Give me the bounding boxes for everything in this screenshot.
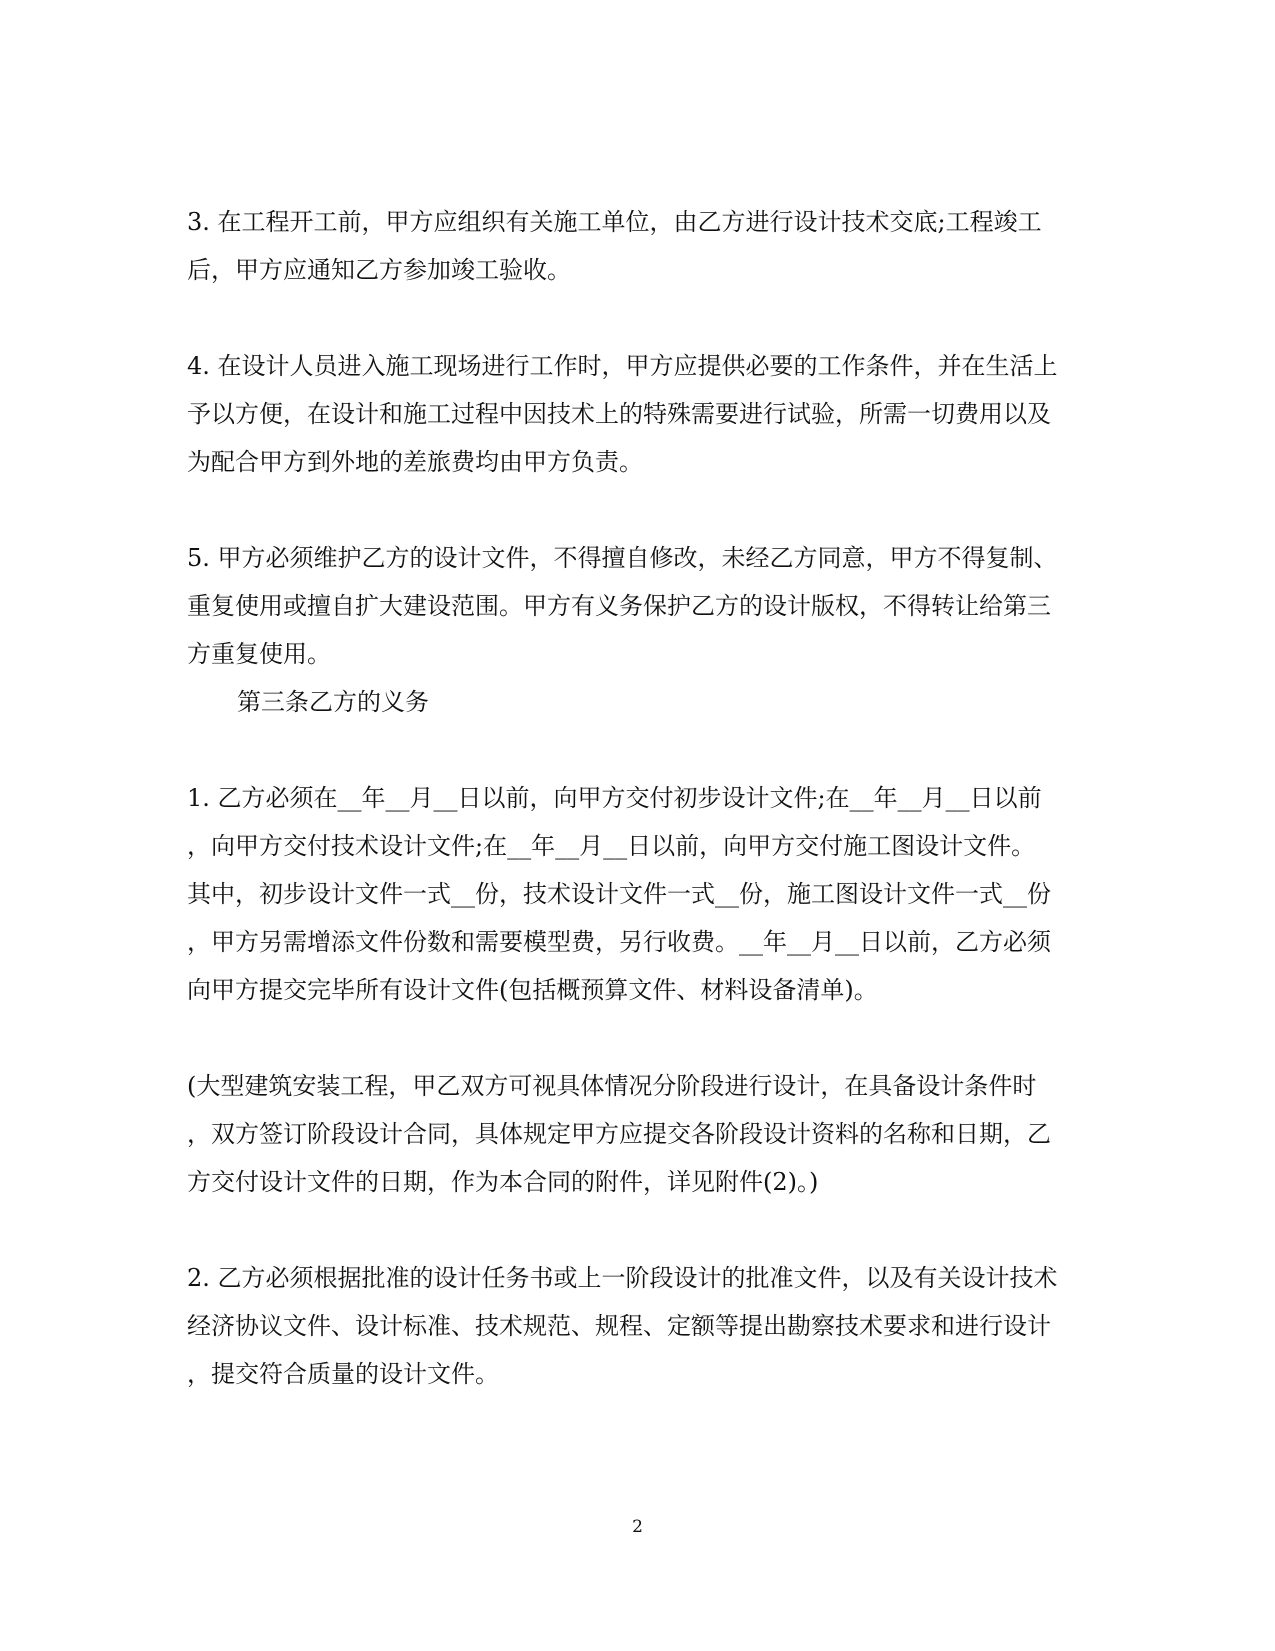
note-line-3: 方交付设计文件的日期，作为本合同的附件，详见附件(2)。) bbox=[187, 1168, 819, 1196]
clause-5-line-2: 重复使用或擅自扩大建设范围。甲方有义务保护乙方的设计版权，不得转让给第三 bbox=[187, 592, 1051, 620]
obligation-2-line-1: 2. 乙方必须根据批准的设计任务书或上一阶段设计的批准文件，以及有关设计技术 bbox=[187, 1264, 1058, 1292]
obligation-1-line-5: 向甲方提交完毕所有设计文件(包括概预算文件、材料设备清单)。 bbox=[187, 976, 878, 1004]
clause-5-line-1: 5. 甲方必须维护乙方的设计文件，不得擅自修改，未经乙方同意，甲方不得复制、 bbox=[187, 544, 1058, 572]
clause-5-line-3: 方重复使用。 bbox=[187, 640, 331, 668]
obligation-2-line-2: 经济协议文件、设计标准、技术规范、规程、定额等提出勘察技术要求和进行设计 bbox=[187, 1312, 1051, 1340]
page-number: 2 bbox=[632, 1517, 643, 1537]
obligation-1-line-1: 1. 乙方必须在__年__月__日以前，向甲方交付初步设计文件;在__年__月__日以前 bbox=[187, 784, 1042, 812]
clause-4-line-2: 予以方便，在设计和施工过程中因技术上的特殊需要进行试验，所需一切费用以及 bbox=[187, 400, 1051, 428]
obligation-1-line-3: 其中，初步设计文件一式__份，技术设计文件一式__份，施工图设计文件一式__份 bbox=[187, 880, 1051, 908]
clause-3-line-2: 后，甲方应通知乙方参加竣工验收。 bbox=[187, 256, 571, 284]
section-heading: 第三条乙方的义务 bbox=[237, 688, 429, 716]
note-line-2: ，双方签订阶段设计合同，具体规定甲方应提交各阶段设计资料的名称和日期，乙 bbox=[187, 1120, 1051, 1148]
clause-4-line-3: 为配合甲方到外地的差旅费均由甲方负责。 bbox=[187, 448, 643, 476]
obligation-1-line-2: ，向甲方交付技术设计文件;在__年__月__日以前，向甲方交付施工图设计文件。 bbox=[187, 832, 1036, 860]
clause-4-line-1: 4. 在设计人员进入施工现场进行工作时，甲方应提供必要的工作条件，并在生活上 bbox=[187, 352, 1058, 380]
obligation-2-line-3: ，提交符合质量的设计文件。 bbox=[187, 1360, 499, 1388]
note-line-1: (大型建筑安装工程，甲乙双方可视具体情况分阶段进行设计，在具备设计条件时 bbox=[187, 1072, 1037, 1100]
obligation-1-line-4: ，甲方另需增添文件份数和需要模型费，另行收费。__年__月__日以前，乙方必须 bbox=[187, 928, 1051, 956]
clause-3-line-1: 3. 在工程开工前，甲方应组织有关施工单位，由乙方进行设计技术交底;工程竣工 bbox=[187, 208, 1042, 236]
